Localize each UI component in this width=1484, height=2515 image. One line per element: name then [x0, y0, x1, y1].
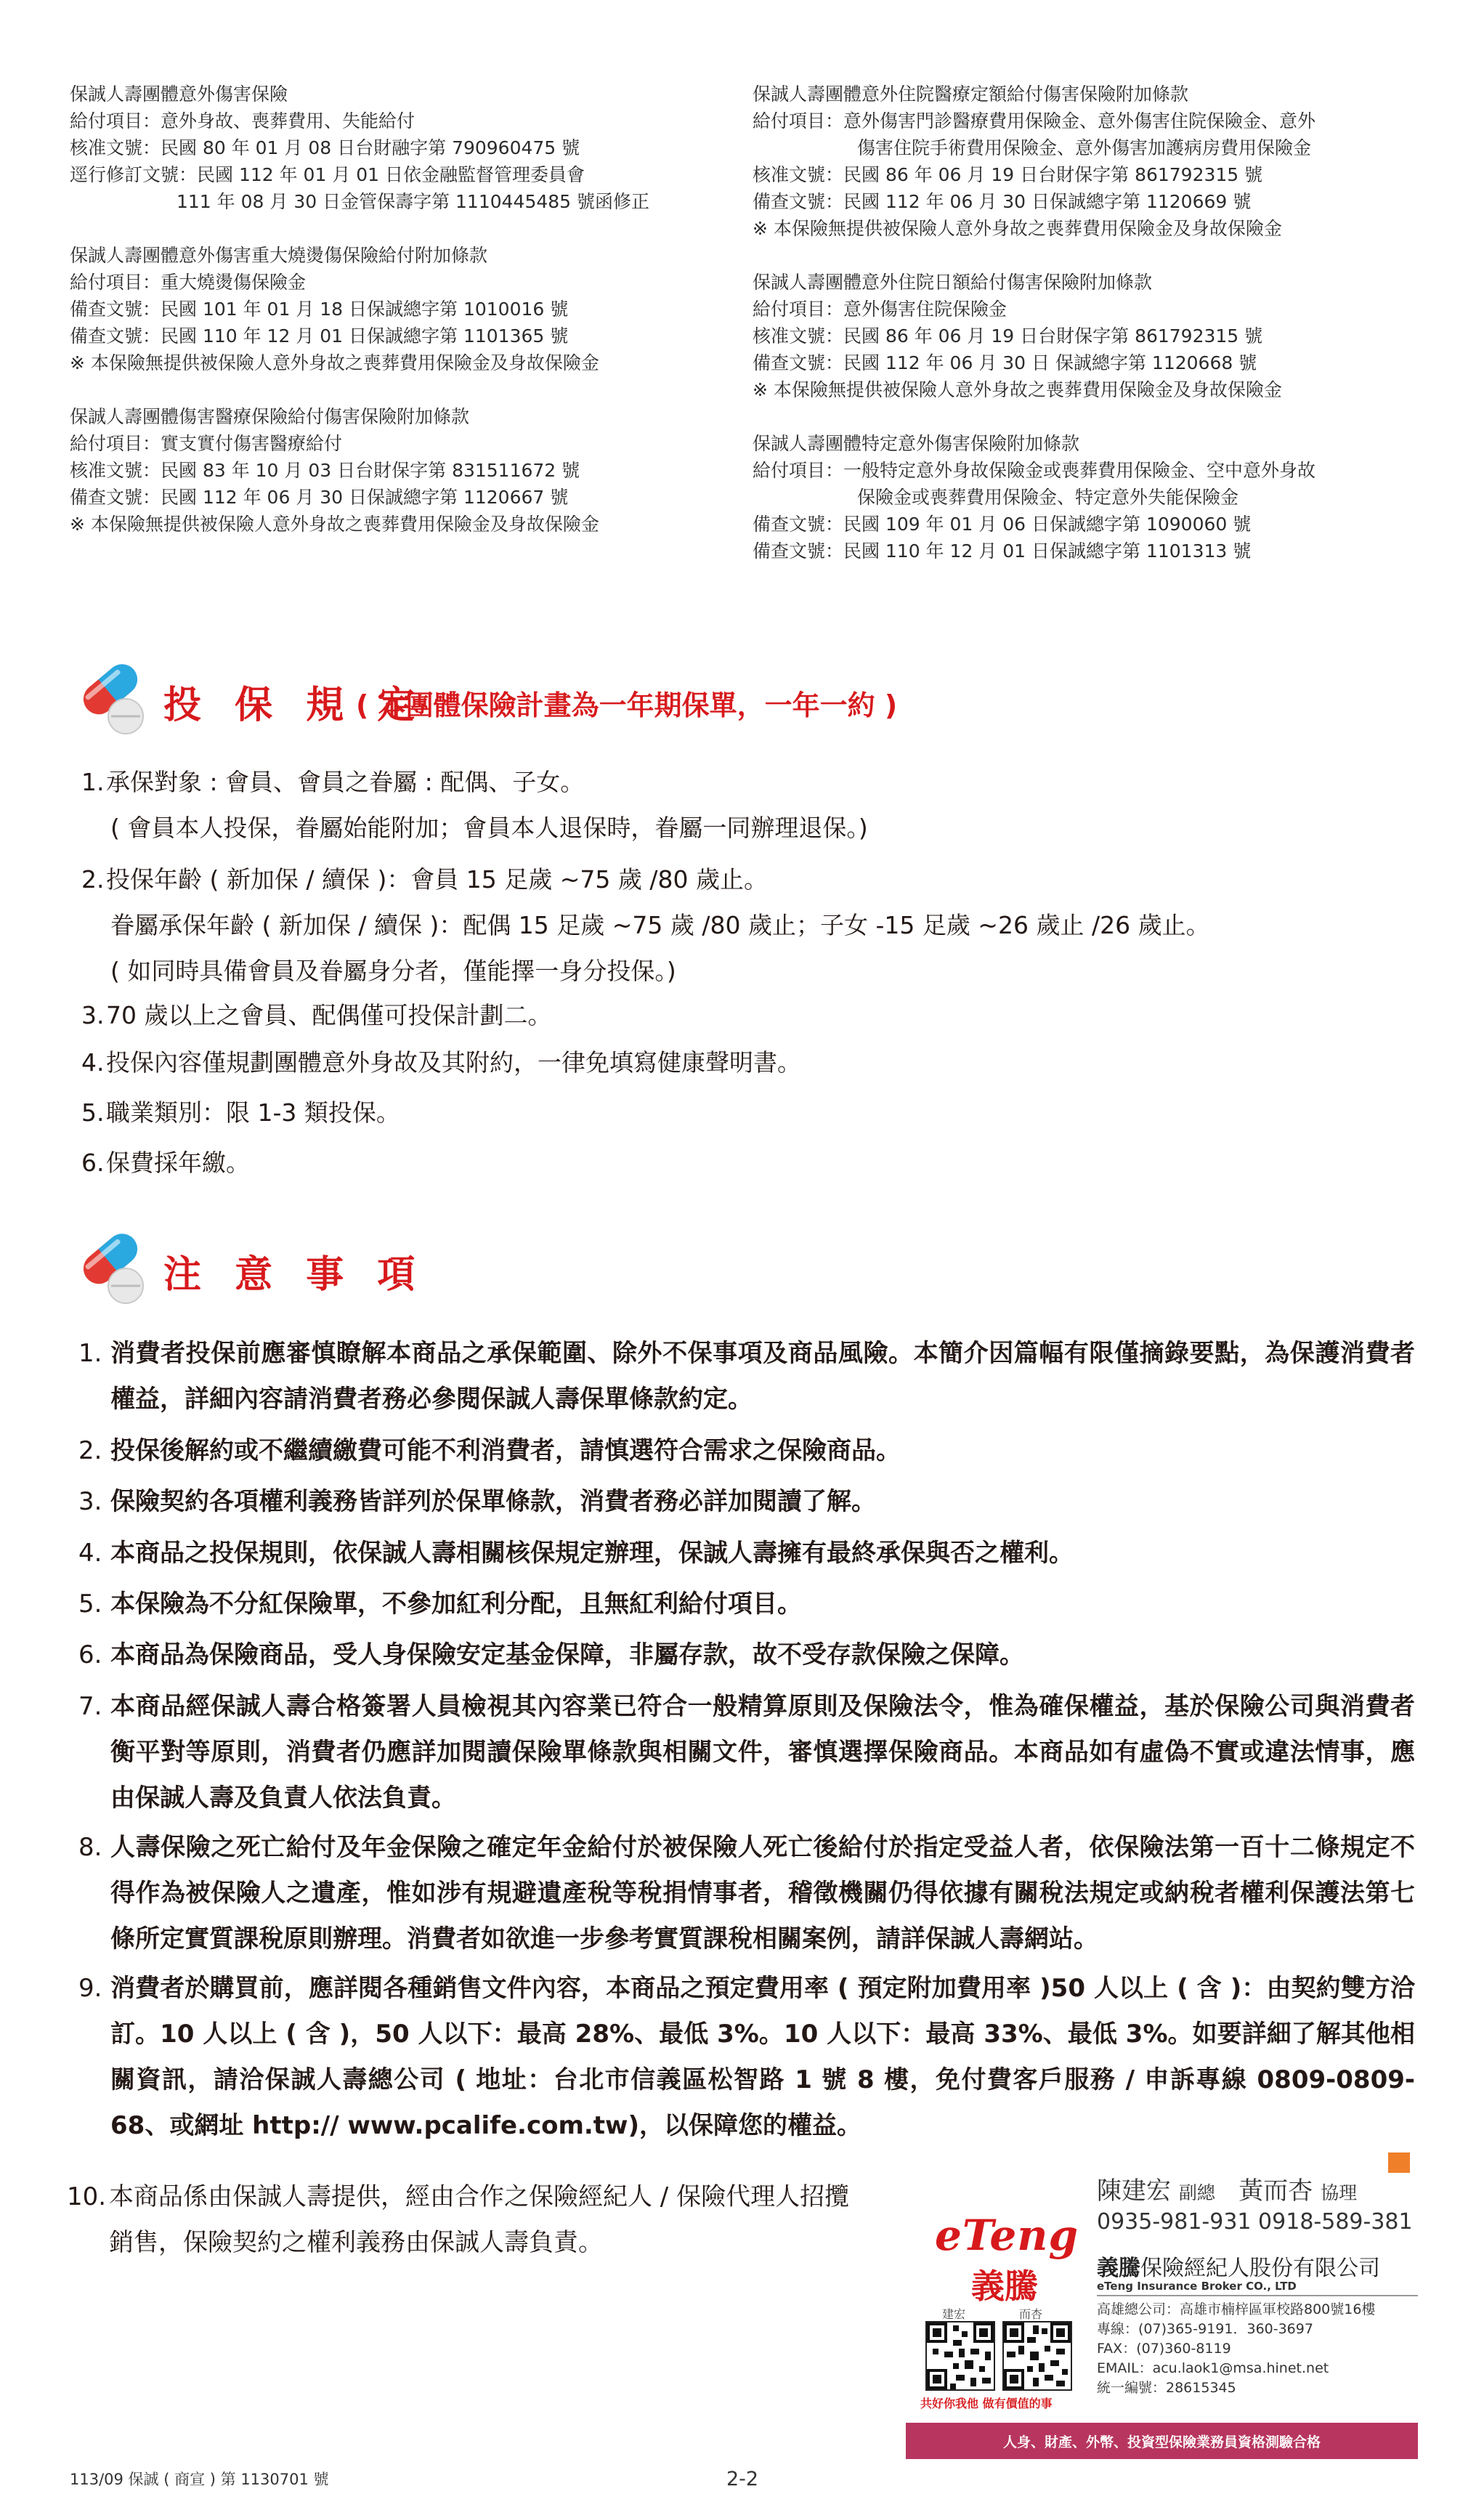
note-item	[78, 1825, 1415, 1962]
clause-line: 核准文號：民國 86 年 06 月 19 日台財保字第 861792315 號	[753, 164, 1263, 185]
rule-item	[81, 1090, 400, 1135]
company-name-bold: 義騰	[1097, 2256, 1140, 2281]
note-line: 本商品係由保誠人壽提供，經由合作之保險經紀人 / 保險代理人招攬	[109, 2182, 850, 2211]
person-name: 黃而杏	[1238, 2176, 1313, 2206]
rule-item	[81, 1040, 801, 1085]
note-text: 本商品為保險商品，受人身保險安定基金保障，非屬存款，故不受存款保險之保障。	[110, 1640, 1024, 1669]
clause-line: 給付項目：一般特定意外身故保險金或喪葬費用保險金、空中意外身故	[753, 460, 1316, 481]
clause-title: 保誠人壽團體意外住院日額給付傷害保險附加條款	[753, 272, 1153, 293]
note-item	[78, 1531, 1415, 1576]
clause-line: ※ 本保險無提供被保險人意外身故之喪葬費用保險金及身故保險金	[70, 514, 599, 535]
note-item	[78, 1966, 1415, 2149]
note-number: 10.	[67, 2182, 107, 2211]
clause-line: 給付項目：實支實付傷害醫療給付	[70, 433, 343, 454]
clause-title: 保誠人壽團體傷害醫療保險給付傷害保險附加條款	[70, 406, 470, 427]
rule-number: 3.	[81, 1001, 105, 1029]
qr-code-icon[interactable]	[1002, 2321, 1072, 2391]
rule-number: 1.	[81, 768, 105, 796]
clause-block	[753, 269, 1315, 403]
clause-line: 備查文號：民國 112 年 06 月 30 日 保誠總字第 1120668 號	[753, 352, 1257, 373]
rule-line	[81, 1040, 801, 1085]
clause-line: 備查文號：民國 112 年 06 月 30 日保誠總字第 1120669 號	[753, 191, 1252, 212]
note-text: 投保後解約或不繼續繳費可能不利消費者，請慎選符合需求之保險商品。	[110, 1436, 901, 1465]
clause-line: 備查文號：民國 110 年 12 月 01 日保誠總字第 1101313 號	[753, 540, 1252, 562]
clause-line: ※ 本保險無提供被保險人意外身故之喪葬費用保險金及身故保險金	[753, 218, 1282, 239]
note-text: 人壽保險之死亡給付及年金保險之確定年金給付於被保險人死亡後給付於指定受益人者，依保險法第一百十二條規定不得作為被保險人之遺產，惟如涉有規避遺產稅等稅捐情事者，稽徵機關仍得依據有關稅法規定或納稅者權利保護法第七條所定實質課稅原則辦理。消費者如欲進一步參考實質課稅相關案例，請詳保誠人壽網站。	[110, 1833, 1415, 1953]
rule-text: 承保對象 : 會員、會員之眷屬 : 配偶、子女。	[106, 768, 585, 796]
clause-line: ※ 本保險無提供被保險人意外身故之喪葬費用保險金及身故保險金	[70, 352, 599, 373]
contact-line: 專線：(07)365-9191．360-3697	[1097, 2321, 1313, 2337]
rule-number: 5.	[81, 1098, 105, 1127]
brand-logo-chinese: 義騰	[971, 2267, 1038, 2306]
page-number: 2-2	[726, 2468, 759, 2490]
qr-code-icon[interactable]	[925, 2321, 995, 2391]
person-title: 副總	[1178, 2182, 1215, 2203]
rule-item	[81, 1140, 250, 1186]
company-name-rest: 保險經紀人股份有限公司	[1140, 2256, 1380, 2281]
clause-title: 保誠人壽團體意外傷害保險	[70, 84, 288, 105]
note-item-10	[67, 2174, 849, 2266]
rule-line	[81, 759, 868, 805]
note-text: 消費者於購買前，應詳閱各種銷售文件內容，本商品之預定費用率 ( 預定附加費用率 )50 人以上 ( 含 )：由契約雙方洽訂。10 人以上 ( 含 )，50 人以下：最高 28%、最低 3%。10 人以下：最高 33%、最低 3%。如要詳細了解其他相關資訊，請洽保誠人壽總公司 ( 地址：台北市信義區松智路 1 號 8 樓，免付費客戶服務 / 申訴專線 0809-0809-68、或網址 http:// www.pcalife.com.tw)，以保障您的權益。	[110, 1974, 1415, 2140]
note-item	[78, 1684, 1415, 1821]
clause-line-indent: 保險金或喪葬費用保險金、特定意外失能保險金	[857, 487, 1239, 508]
clause-block	[753, 430, 1315, 564]
note-text: 本商品之投保規則，依保誠人壽相關核保規定辦理，保誠人壽擁有最終承保與否之權利。	[110, 1539, 1074, 1568]
note-text: 保險契約各項權利義務皆詳列於保單條款，消費者務必詳加閱讀了解。	[110, 1487, 876, 1516]
info-right-column	[753, 81, 1315, 564]
rule-text: 投保內容僅規劃團體意外身故及其附約，一律免填寫健康聲明書。	[106, 1048, 801, 1077]
note-text: 本商品經保誠人壽合格簽署人員檢視其內容業已符合一般精算原則及保險法令，惟為確保權益，基於保險公司與消費者衡平對等原則，消費者仍應詳加閱讀保險單條款與相關文件，審慎選擇保險商品。本商品如有虛偽不實或違法情事，應由保誠人壽及負責人依法負責。	[110, 1692, 1415, 1813]
rule-item	[81, 759, 868, 851]
note-number: 8.	[78, 1833, 102, 1862]
note-line: 銷售，保險契約之權利義務由保誠人壽負責。	[109, 2228, 603, 2257]
clause-title: 保誠人壽團體特定意外傷害保險附加條款	[753, 433, 1080, 454]
contact-line: 高雄總公司：高雄市楠梓區軍校路800號16樓	[1097, 2301, 1376, 2317]
note-item	[78, 1331, 1415, 1422]
notes-section-header	[69, 1228, 1449, 1315]
note-number: 3.	[78, 1487, 102, 1516]
note-text: 消費者投保前應審慎瞭解本商品之承保範圍、除外不保事項及商品風險。本簡介因篇幅有限僅摘錄要點，為保護消費者權益，詳細內容請消費者務必參閱保誠人壽保單條款約定。	[110, 1339, 1415, 1414]
clause-line: 給付項目：意外傷害門診醫療費用保險金、意外傷害住院保險金、意外	[753, 110, 1316, 131]
rule-text: 70 歲以上之會員、配偶僅可投保計劃二。	[106, 1001, 552, 1029]
contact-line: FAX：(07)360-8119	[1097, 2341, 1231, 2357]
rule-line-more: 眷屬承保年齡 ( 新加保 / 續保 )：配偶 15 足歲 ~75 歲 /80 歲止；子女 -15 足歲 ~26 歲止 /26 歲止。	[110, 911, 1210, 939]
notes-title: 注 意 事 項	[163, 1253, 426, 1297]
note-item	[78, 1632, 1415, 1678]
footer-approval-code: 113/09 保誠 ( 商宣 ) 第 1130701 號	[70, 2471, 329, 2488]
note-number: 4.	[78, 1539, 102, 1568]
contact-line: 統一編號：28615345	[1097, 2380, 1236, 2396]
rule-line-more: ( 如同時具備會員及眷屬身分者，僅能擇一身分投保。)	[110, 957, 676, 985]
capsule-icon	[69, 658, 156, 738]
company-name-english: eTeng Insurance Broker CO., LTD	[1097, 2280, 1297, 2293]
clause-title: 保誠人壽團體意外住院醫療定額給付傷害保險附加條款	[753, 84, 1189, 105]
clause-line: ※ 本保險無提供被保險人意外身故之喪葬費用保險金及身故保險金	[753, 379, 1282, 400]
qr-label: 建宏	[942, 2307, 966, 2321]
contact-line: EMAIL：acu.laok1@msa.hinet.net	[1097, 2360, 1329, 2376]
phone-numbers: 0935-981-931 0918-589-381	[1097, 2209, 1413, 2235]
rules-subtitle: ( 本團體保險計畫為一年期保單，一年一約 )	[356, 689, 898, 721]
clause-block	[70, 242, 649, 376]
qualification-text: 人身、財產、外幣、投資型保險業務員資格測驗合格	[1002, 2434, 1321, 2450]
note-number: 9.	[78, 1974, 102, 2003]
clause-line: 備查文號：民國 101 年 01 月 18 日保誠總字第 1010016 號	[70, 299, 569, 320]
rule-text: 職業類別：限 1-3 類投保。	[106, 1098, 400, 1127]
rule-number: 4.	[81, 1048, 105, 1077]
clause-line: 備查文號：民國 110 年 12 月 01 日保誠總字第 1101365 號	[70, 325, 569, 347]
clause-line-indent: 111 年 08 月 30 日金管保壽字第 1110445485 號函修正	[177, 191, 650, 212]
rule-line	[81, 1090, 400, 1135]
rule-line-more: ( 會員本人投保，眷屬始能附加；會員本人退保時，眷屬一同辦理退保。)	[110, 814, 868, 842]
clause-line: 核准文號：民國 80 年 01 月 08 日台財融字第 790960475 號	[70, 137, 580, 158]
qr-label: 而杏	[1019, 2307, 1043, 2321]
clause-line-indent: 傷害住院手術費用保險金、意外傷害加護病房費用保險金	[857, 137, 1312, 158]
business-card	[906, 2152, 1418, 2459]
note-number: 5.	[78, 1589, 102, 1619]
note-number: 1.	[78, 1339, 102, 1368]
note-item	[78, 1479, 1415, 1525]
brand-logo: eTeng	[935, 2211, 1079, 2260]
rule-number: 2.	[81, 865, 105, 894]
company-contact	[1097, 2300, 1375, 2398]
corner-accent	[1388, 2152, 1410, 2173]
clause-title: 保誠人壽團體意外傷害重大燒燙傷保險給付附加條款	[70, 245, 488, 266]
person-title: 協理	[1321, 2182, 1358, 2203]
clause-line: 核准文號：民國 86 年 06 月 19 日台財保字第 861792315 號	[753, 325, 1263, 347]
rule-text: 投保年齡 ( 新加保 / 續保 )：會員 15 足歲 ~75 歲 /80 歲止。	[106, 865, 768, 894]
company-name	[1097, 2250, 1380, 2282]
clause-line: 給付項目：重大燒燙傷保險金	[70, 272, 307, 293]
rule-number: 6.	[81, 1149, 105, 1177]
rule-line	[81, 992, 551, 1038]
note-item	[78, 1428, 1415, 1474]
capsule-icon	[69, 1228, 156, 1308]
clause-line: 逕行修訂文號：民國 112 年 01 月 01 日依金融監督管理委員會	[70, 164, 585, 185]
rules-section-header	[69, 658, 1449, 745]
slogan: 共好你我他 做有價值的事	[920, 2397, 1053, 2410]
note-text: 本保險為不分紅保險單，不參加紅利分配，且無紅利給付項目。	[110, 1589, 802, 1619]
rule-line	[81, 1140, 250, 1186]
clause-block	[70, 81, 649, 215]
rule-item	[81, 856, 1210, 994]
note-number: 6.	[78, 1640, 102, 1669]
info-left-column	[70, 81, 649, 538]
note-number: 2.	[78, 1436, 102, 1465]
person-name: 陳建宏	[1097, 2176, 1171, 2206]
clause-line: 備查文號：民國 112 年 06 月 30 日保誠總字第 1120667 號	[70, 487, 569, 508]
contact-persons	[1097, 2171, 1357, 2206]
note-item	[78, 1582, 1415, 1627]
clause-line: 給付項目：意外身故、喪葬費用、失能給付	[70, 110, 415, 131]
rule-text: 保費採年繳。	[106, 1149, 250, 1177]
note-number: 7.	[78, 1692, 102, 1721]
rule-line	[81, 856, 1210, 902]
divider	[1097, 2295, 1418, 2296]
clause-line: 備查文號：民國 109 年 01 月 06 日保誠總字第 1090060 號	[753, 514, 1252, 535]
qualification-bar	[906, 2423, 1418, 2459]
clause-block	[70, 403, 649, 538]
clause-block	[753, 81, 1315, 242]
rule-item	[81, 992, 551, 1038]
clause-line: 給付項目：意外傷害住院保險金	[753, 299, 1007, 320]
clause-line: 核准文號：民國 83 年 10 月 03 日台財保字第 831511672 號	[70, 460, 580, 481]
rules-title: 投 保 規 定	[163, 684, 426, 727]
